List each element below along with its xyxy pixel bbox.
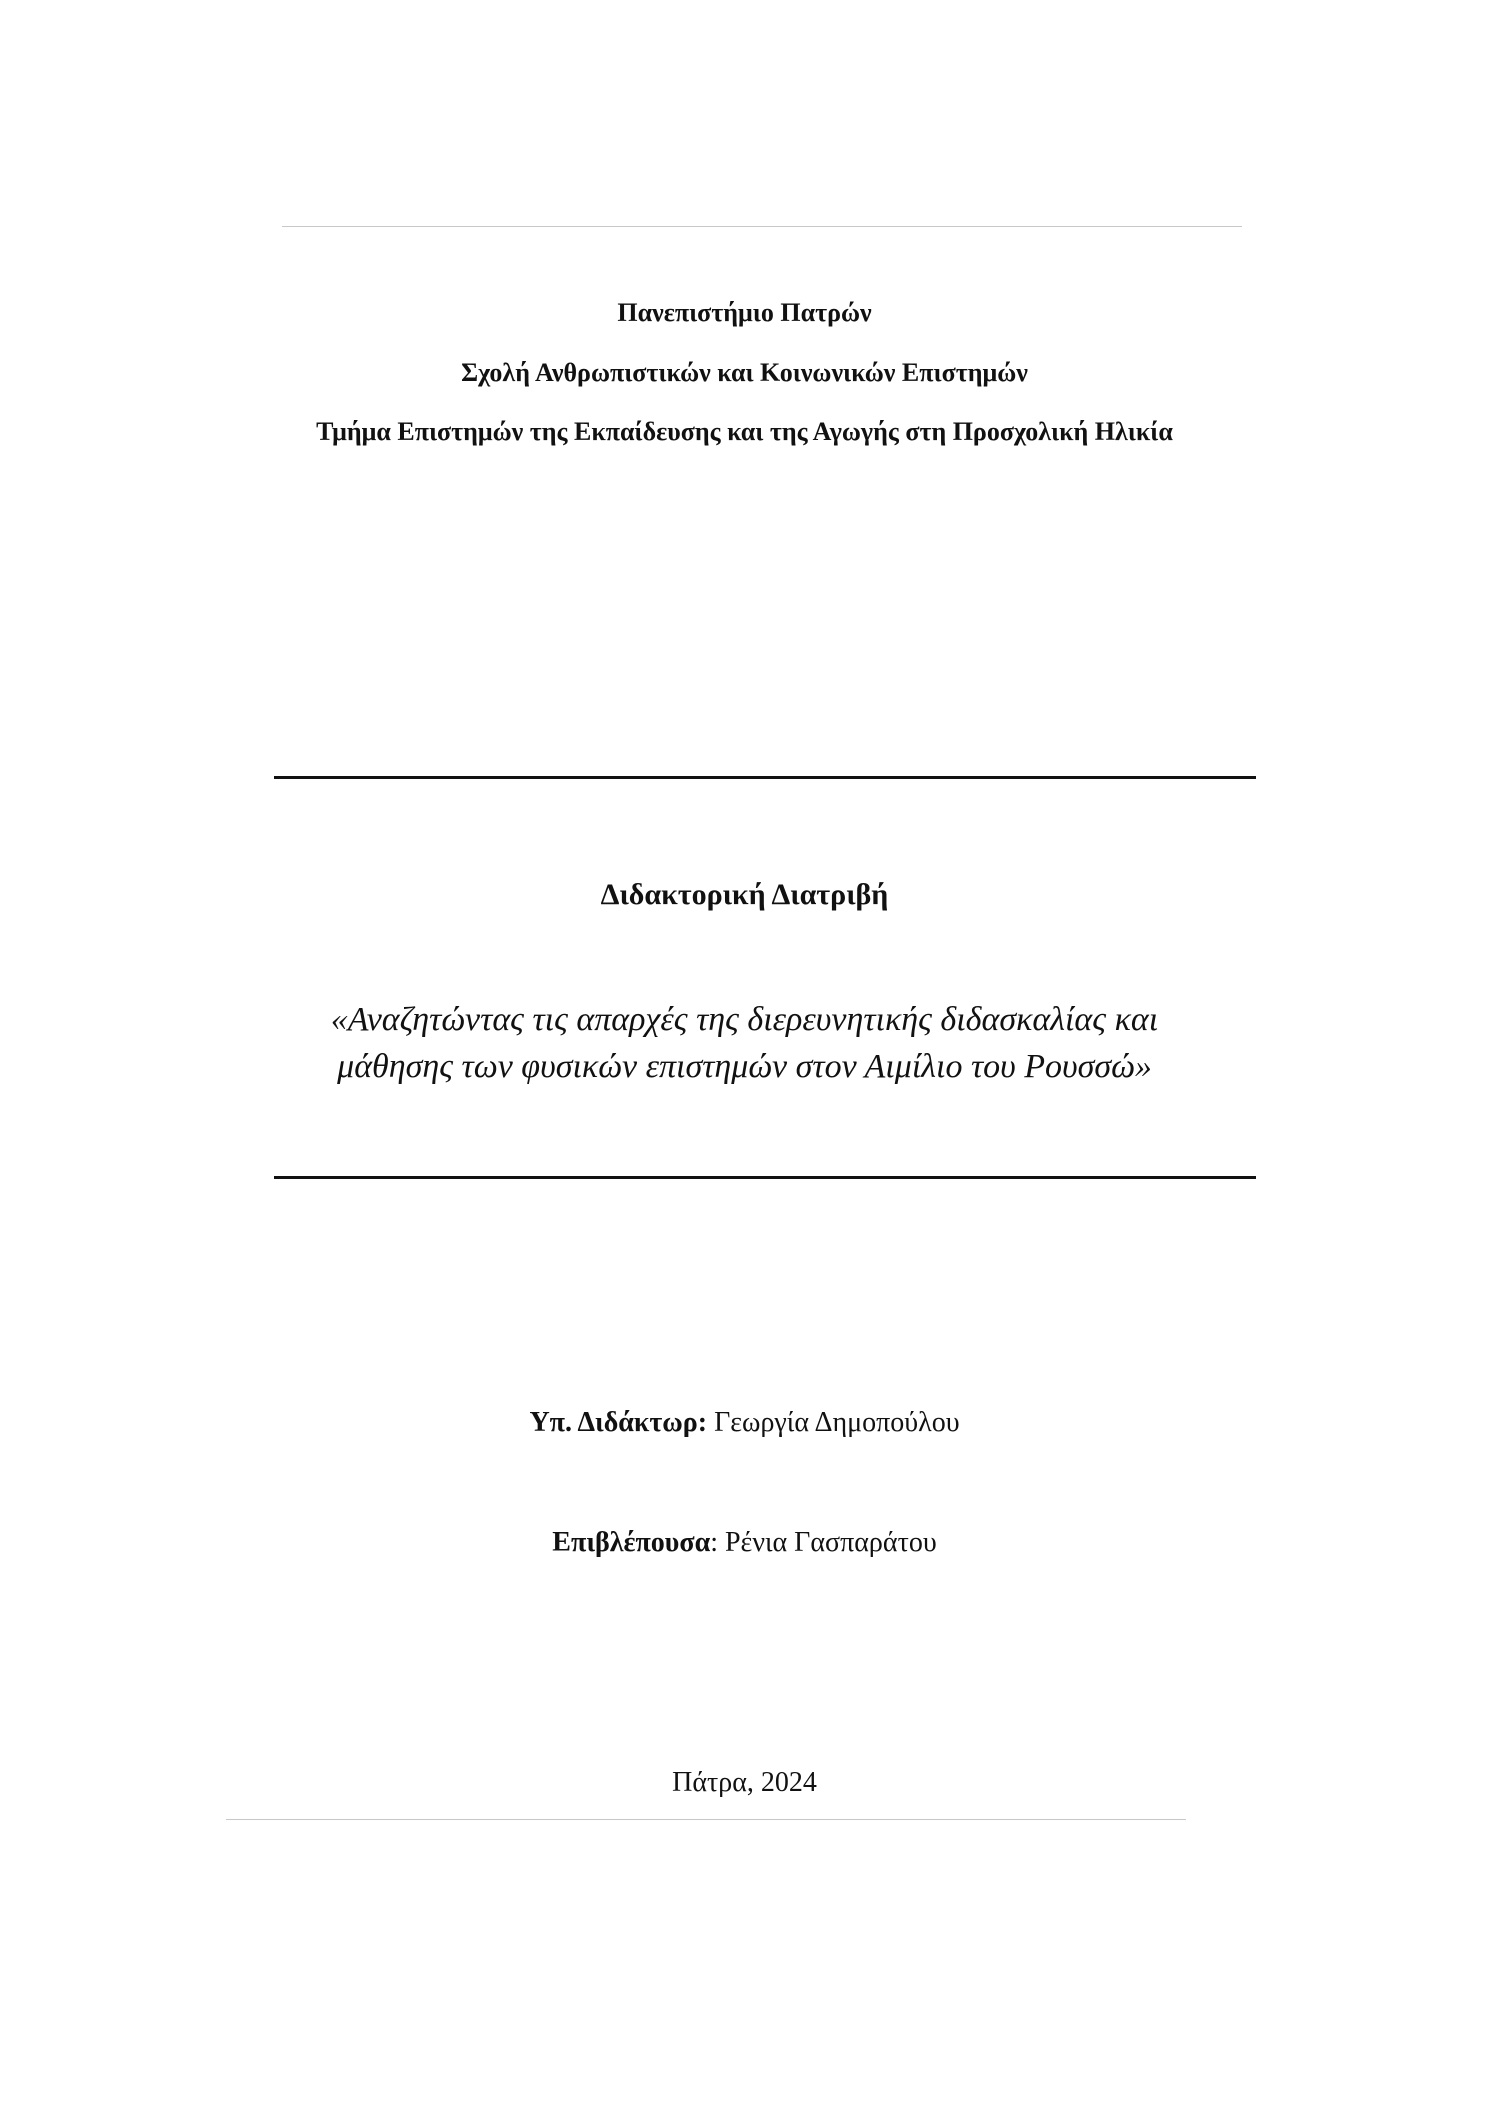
school-name: Σχολή Ανθρωπιστικών και Κοινωνικών Επιστημών (461, 358, 1028, 387)
university-name: Πανεπιστήμιο Πατρών (617, 298, 872, 327)
thesis-title-line-1: «Αναζητώντας τις απαρχές της διερευνητικής διδασκαλίας και (330, 1001, 1159, 1038)
supervisor-separator: : (710, 1527, 718, 1558)
lower-thick-rule (274, 1176, 1256, 1179)
thesis-title-line-2: μάθησης των φυσικών επιστημών στον Αιμίλιο του Ρουσσώ» (337, 1048, 1152, 1085)
supervisor-label: Επιβλέπουσα (552, 1527, 711, 1558)
top-thin-rule (282, 226, 1242, 227)
candidate-label: Υπ. Διδάκτωρ: (529, 1407, 708, 1438)
candidate-line (0, 1405, 1489, 1441)
bottom-thin-rule (226, 1819, 1186, 1820)
thesis-type: Διδακτορική Διατριβή (600, 878, 889, 911)
upper-thick-rule (274, 776, 1256, 779)
candidate-name: Γεωργία Δημοπούλου (714, 1407, 960, 1438)
place-date: Πάτρα, 2024 (672, 1767, 817, 1798)
supervisor-line (0, 1525, 1489, 1561)
supervisor-name: Ρένια Γασπαράτου (724, 1527, 937, 1558)
department-name: Τμήμα Επιστημών της Εκπαίδευσης και της Αγωγής στη Προσχολική Ηλικία (316, 417, 1173, 446)
